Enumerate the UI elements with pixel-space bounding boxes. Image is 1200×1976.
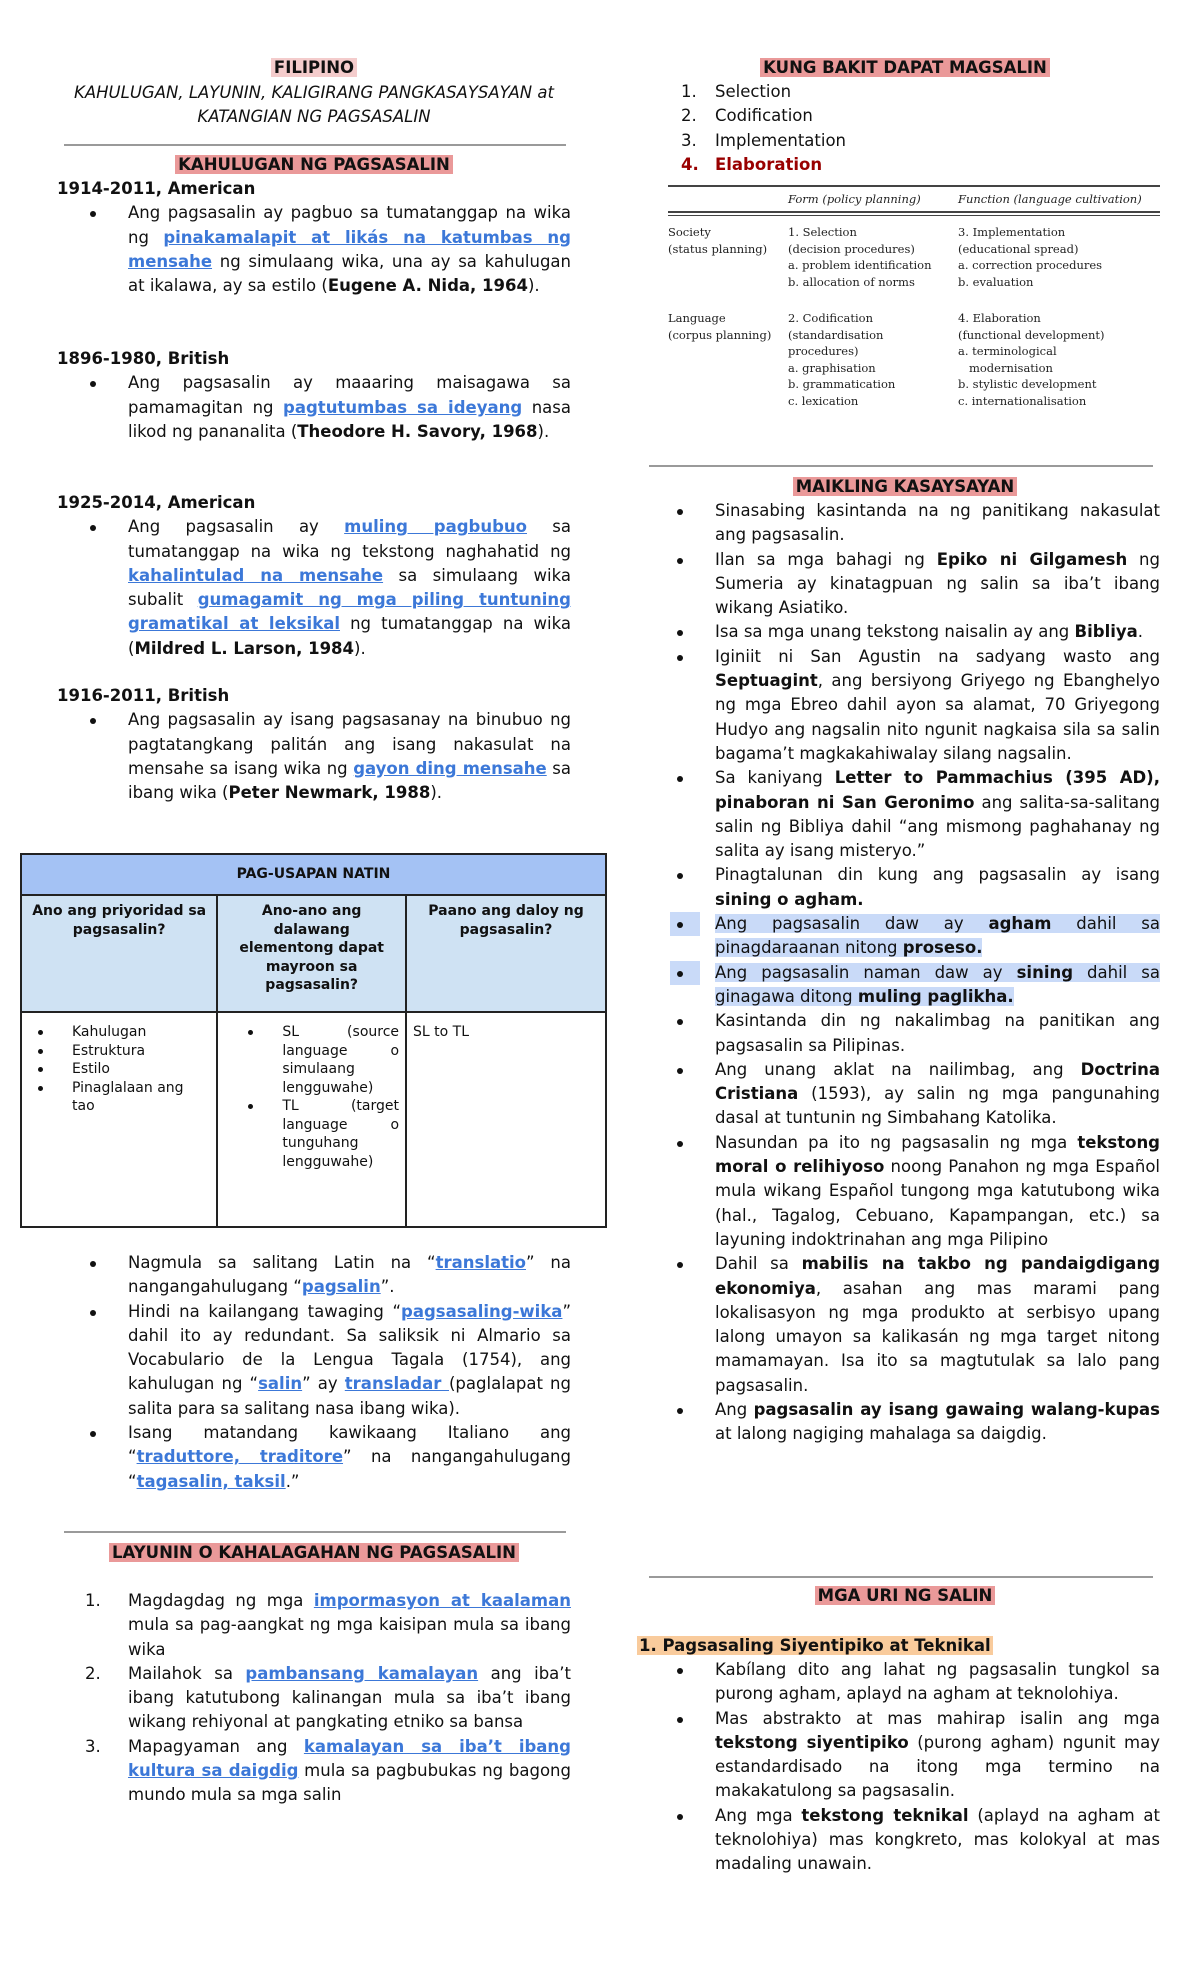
text-run: Ang mga: [715, 1805, 802, 1825]
definition-heading: 1925-2014, American: [57, 493, 256, 512]
cell-line: 2. Codification: [788, 311, 873, 325]
bold-text: Bibliya: [1074, 622, 1138, 642]
text-run: .: [1137, 622, 1144, 642]
subheading-siyentipiko: 1. Pagsasaling Siyentipiko at Teknikal: [639, 1636, 991, 1655]
text-run: Ang: [715, 1399, 754, 1419]
list-item: [681, 80, 1160, 104]
list-item: Estruktura: [72, 1042, 210, 1061]
bold-text: proseso.: [902, 938, 983, 958]
text-run: Ang pagsasalin ay: [128, 517, 345, 537]
list-item: Pinaglalaan ang tao: [72, 1079, 210, 1116]
table-cell: [217, 1012, 406, 1227]
text-run: ” na nangangahulugang “: [128, 1253, 571, 1297]
link-text[interactable]: tagasalin, taksil: [136, 1471, 286, 1491]
list-item: [128, 1251, 571, 1300]
cell-line: (functional development): [958, 327, 1105, 342]
text-run: ng simulaang wika, una ay sa kahulugan at ikalawa, ay sa estilo (: [128, 251, 571, 296]
history-item: [715, 961, 1160, 1010]
form-cell: [788, 310, 958, 409]
cell-line: modernisation: [958, 360, 1053, 375]
definition-text: [128, 201, 571, 298]
table-header-row: [668, 187, 1160, 212]
cell-line: (educational spread): [958, 241, 1079, 256]
etymology-list: [128, 1251, 571, 1494]
text-run: Ilan sa mga bahagi ng: [715, 549, 937, 569]
list-item: [715, 1658, 1160, 1707]
divider: [64, 1531, 566, 1533]
uri-list: [715, 1658, 1160, 1877]
text-run: Nasundan pa ito ng pagsasalin ng mga: [715, 1132, 1078, 1152]
text-run: ” na nangangahulugang “: [128, 1447, 571, 1491]
cell-line: a. graphisation: [788, 360, 876, 375]
text-run: dahil sa ginagawa ditong: [715, 962, 1160, 1006]
history-item: [715, 1252, 1160, 1398]
list-text: Codification: [715, 106, 813, 126]
definition-heading: 1914-2011, American: [57, 179, 256, 198]
history-list: [715, 499, 1160, 1447]
text-run: ” ay: [302, 1374, 345, 1394]
history-item: [715, 1398, 1160, 1447]
text-run: Isang matandang kawikaang Italiano ang “: [128, 1423, 571, 1467]
text-run: ).: [354, 638, 366, 658]
table-cell: [21, 1012, 217, 1227]
divider: [64, 144, 566, 146]
cell-line: c. lexication: [788, 393, 859, 408]
bold-text: sining: [1016, 962, 1074, 982]
bold-text: Peter Newmark, 1988: [228, 783, 431, 803]
link-text[interactable]: gumagamit ng mga piling tuntuning gramatikal at leksikal: [128, 590, 571, 634]
text-run: (purong agham) ngunit may estandardisado na itong mga termino na makakatulong sa pagsasalin.: [715, 1732, 1160, 1801]
list-number: 3.: [681, 130, 697, 150]
cell-line: (decision procedures): [788, 241, 915, 256]
history-item: [715, 1009, 1160, 1058]
section-heading-maikling-kasaysayan: MAIKLING KASAYSAYAN: [793, 477, 1017, 496]
bold-text: Doctrina Cristiana: [715, 1059, 1160, 1104]
section-heading-wrap: [650, 475, 1160, 499]
text-run: ).: [527, 276, 540, 296]
history-item: [715, 1131, 1160, 1252]
subtitle-line: KAHULUGAN, LAYUNIN, KALIGIRANG PANGKASAYSAYAN at: [74, 83, 554, 102]
row-label: [668, 224, 788, 290]
table-question: Paano ang daloy ng pagsasalin?: [406, 895, 606, 1012]
definition-text: [128, 515, 571, 661]
history-item: [715, 499, 1160, 548]
history-item: [715, 1058, 1160, 1131]
list-text: [128, 1591, 571, 1659]
header-cell: Form (policy planning): [788, 191, 921, 206]
text-run: sa tumatanggap na wika ng tekstong naghahatid ng: [128, 517, 572, 561]
row-label: [668, 310, 788, 409]
table-question: Ano ang priyoridad sa pagsasalin?: [21, 895, 217, 1012]
definition-text: [128, 371, 571, 444]
cell-line: (status planning): [668, 241, 768, 256]
document-title: FILIPINO: [271, 58, 357, 77]
text-run: Ang pagsasalin ay pagbuo sa tumatanggap na wika ng: [128, 203, 571, 247]
section-heading-wrap: [650, 56, 1160, 80]
text-run: sa simulaang wika subalit: [128, 565, 571, 610]
definition-heading: 1916-2011, British: [57, 686, 230, 705]
text-run: Mailahok sa: [128, 1663, 246, 1683]
bold-text: tekstong teknikal: [801, 1805, 969, 1825]
text-run: Ang pagsasalin naman daw ay: [715, 962, 1017, 982]
bold-text: Epiko ni Gilgamesh: [936, 549, 1128, 569]
definition-block: [57, 177, 571, 298]
table-row: [668, 224, 1160, 290]
text-run: ).: [537, 421, 550, 441]
text-run: noong Panahon ng mga Español mula wikang Español tungong mga katutubong wika (hal., Tagalog, Cebuano, Kapampangan, etc.) sa layuning indoktrinahan ang mga Pilipino: [715, 1157, 1160, 1249]
header-cell: [668, 191, 788, 208]
text-run: ang salita-sa-salitang salin ng Bibliya dahil “ang mismong paghahanay ng salita ay isang misteryo.”: [715, 792, 1160, 861]
text-run: Ang pagsasalin daw ay: [715, 914, 989, 934]
section-heading-wrap: [57, 153, 571, 177]
bold-text: Septuagint: [715, 671, 818, 691]
link-text[interactable]: kamalayan sa iba’t ibang kultura sa daigdig: [128, 1736, 571, 1781]
document-title-wrap: [57, 56, 571, 80]
list-text: [128, 1664, 571, 1732]
reasons-list: [681, 80, 1160, 177]
list-item: [681, 153, 1160, 177]
list-item: [715, 1804, 1160, 1877]
text-run: Kasintanda din ng nakalimbag na panitikan ang pagsasalin sa Pilipinas.: [715, 1011, 1160, 1055]
cell-line: c. internationalisation: [958, 393, 1087, 408]
bold-text: muling paglikha.: [857, 986, 1014, 1006]
section-heading-mga-uri: MGA URI NG SALIN: [815, 1586, 996, 1605]
text-run: dahil sa pinagdaraanan nitong: [715, 914, 1160, 958]
link-text[interactable]: impormasyon at kaalaman: [313, 1591, 571, 1610]
text-run: ).: [430, 783, 443, 803]
table-rule: [668, 211, 1160, 213]
text-run: , ang bersiyong Griyego ng Ebanghelyo ng mga Ebreo dahil ayon sa alamat, 70 Griyegong Hudyo ang nagsalin nito ngunit nagkaisa sila sa salin bagama’t magkakahiwalay silang nagsalin.: [715, 671, 1160, 763]
text-run: Hindi na kailangang tawaging “: [128, 1301, 402, 1321]
list-item: [85, 1589, 571, 1662]
table-question: Ano-ano ang dalawang elementong dapat mayroon sa pagsasalin?: [217, 895, 406, 1012]
list-number: 1.: [85, 1591, 101, 1610]
list-number: 2.: [85, 1663, 101, 1683]
list-item: [85, 1662, 571, 1735]
subheading-wrap: [637, 1634, 993, 1658]
definition-block: [57, 347, 571, 444]
text-run: sa ibang wika (: [128, 758, 572, 803]
link-text[interactable]: pagsasaling-wika: [401, 1301, 563, 1321]
link-text[interactable]: pambansang kamalayan: [245, 1663, 479, 1683]
definition-block: [57, 491, 571, 661]
list-text: Implementation: [715, 130, 847, 150]
list-item: [128, 1421, 571, 1494]
link-text[interactable]: translatio: [435, 1253, 526, 1272]
text-run: ang iba’t ibang katutubong kalinangan mula sa iba’t ibang wikang rehiyonal at pangkating etniko sa bansa: [128, 1663, 571, 1732]
header-cell: Function (language cultivation): [958, 191, 1142, 206]
layunin-list: [85, 1589, 571, 1808]
text-run: .”: [285, 1471, 300, 1491]
text-run: ”.: [380, 1277, 395, 1297]
history-item: [715, 766, 1160, 863]
list-text: Elaboration: [715, 154, 823, 174]
list-number: 4.: [681, 154, 699, 174]
text-run: (aplayd na agham at teknolohiya) mas kongkreto, mas kolokyal at mas madaling unawain.: [715, 1805, 1160, 1874]
link-text[interactable]: salin: [258, 1374, 303, 1394]
document-subtitle: [57, 81, 571, 130]
text-run: , asahan ang mas marami pang lokalisasyon ng mga produkto at serbisyo upang lalong umayon sa kalikasán ng mga target nitong mamamayan. Isa ito sa magtutulak sa lalo pang pagsasalin.: [715, 1278, 1160, 1395]
list-item: Estilo: [72, 1060, 210, 1079]
list-text: [128, 1737, 571, 1805]
text-run: ng tumatanggap na wika (: [128, 614, 571, 658]
cell-line: a. correction procedures: [958, 258, 1103, 272]
cell-line: Society: [668, 225, 711, 239]
list-item: TL (target language o tunguhang lengguwahe): [282, 1098, 400, 1170]
text-run: Mas abstrakto at mas mahirap isalin ang mga: [715, 1708, 1160, 1728]
bold-text: Eugene A. Nida, 1964: [327, 276, 528, 296]
list-item: [681, 129, 1160, 153]
text-run: ng Sumeria ay kinatagpuan ng salin sa iba’t ibang wikang Asiatiko.: [715, 549, 1160, 618]
bold-text: Mildred L. Larson, 1984: [134, 638, 355, 658]
section-heading-wrap: [57, 1541, 571, 1565]
divider: [649, 1576, 1153, 1578]
list-item: SL (source language o simulaang lengguwahe): [282, 1024, 400, 1096]
text-run: Nagmula sa salitang Latin na “: [128, 1253, 436, 1272]
text-run: (paglalapat ng salita para sa salitang nasa ibang wika).: [128, 1374, 571, 1418]
section-heading-layunin: LAYUNIN O KAHALAGAHAN NG PAGSASALIN: [109, 1543, 519, 1562]
cell-line: procedures): [788, 344, 859, 358]
cell-line: b. stylistic development: [958, 377, 1097, 391]
link-text[interactable]: kahalintulad na mensahe: [128, 565, 384, 585]
link-text[interactable]: gayon ding mensahe: [353, 758, 547, 778]
bold-text: agham: [988, 914, 1052, 934]
text-run: Ang pagsasalin ay isang pagsasanay na binubuo ng pagtatangkang palitán ang isang nakasulat na mensahe sa isang wika ng: [128, 710, 571, 778]
cell-line: b. evaluation: [958, 274, 1034, 289]
text-run: Magdagdag ng mga: [128, 1591, 314, 1610]
text-run: Iginiit ni San Agustin na sadyang wasto ang: [715, 646, 1160, 666]
form-cell: [788, 224, 958, 290]
list-item: [715, 1707, 1160, 1804]
divider: [649, 465, 1153, 467]
section-heading-kahulugan: KAHULUGAN NG PAGSASALIN: [175, 155, 453, 174]
text-run: Sinasabing kasintanda na ng panitikang nakasulat ang pagsasalin.: [715, 501, 1160, 545]
list-number: 3.: [85, 1736, 101, 1756]
table-cell: SL to TL: [406, 1012, 606, 1227]
link-text[interactable]: muling pagbubuo: [344, 517, 527, 537]
link-text[interactable]: traduttore, traditore: [136, 1447, 344, 1467]
cell-line: (corpus planning): [668, 327, 772, 342]
definition-block: [57, 684, 571, 805]
text-run: Sa kaniyang: [715, 768, 835, 788]
function-cell: [958, 310, 1158, 409]
list-item: [128, 1300, 571, 1421]
text-run: nasa likod ng pananalita (: [128, 397, 571, 441]
history-item: [715, 645, 1160, 766]
cell-line: b. grammatication: [788, 377, 896, 391]
section-heading-kung-bakit: KUNG BAKIT DAPAT MAGSALIN: [760, 58, 1050, 77]
bold-text: Letter to Pammachius (395 AD), pinaboran ni San Geronimo: [715, 768, 1160, 812]
text-run: ” dahil ito ay redundant. Sa saliksik ni Almario sa Vocabulario de la Lengua Tagala (1754), ang kahulugan ng “: [128, 1301, 571, 1394]
text-run: Kabílang dito ang lahat ng pagsasalin tungkol sa purong agham, aplayd na agham at teknolohiya.: [715, 1660, 1160, 1704]
list-item: [681, 104, 1160, 128]
cell-line: a. terminological: [958, 344, 1057, 358]
pag-usapan-table: [20, 853, 607, 1228]
cell-line: a. problem identification: [788, 258, 932, 272]
text-run: Dahil sa: [715, 1254, 802, 1274]
history-item: [715, 912, 1160, 961]
cell-line: 4. Elaboration: [958, 311, 1041, 325]
list-text: Selection: [715, 82, 792, 101]
bold-text: Theodore H. Savory, 1968: [297, 421, 538, 441]
list-number: 1.: [681, 82, 697, 101]
history-item: [715, 620, 1160, 644]
text-run: at lalong nagiging mahalaga sa daigdig.: [715, 1424, 1047, 1444]
history-item: [715, 548, 1160, 621]
cell-line: Language: [668, 311, 726, 325]
list-item: Kahulugan: [72, 1023, 210, 1042]
bold-text: tekstong moral o relihiyoso: [715, 1132, 1160, 1177]
section-heading-wrap: [650, 1584, 1160, 1608]
text-run: mula sa pag-aangkat ng mga kaisipan mula sa ibang wika: [128, 1615, 571, 1659]
link-text[interactable]: transladar: [344, 1374, 449, 1394]
bold-text: tekstong siyentipiko: [715, 1732, 909, 1752]
link-text[interactable]: pagtutumbas sa ideyang: [283, 397, 523, 417]
language-planning-table: [668, 185, 1160, 409]
definition-text: [128, 708, 571, 805]
cell-line: 1. Selection: [788, 225, 857, 239]
text-run: Mapagyaman ang: [128, 1736, 304, 1756]
text-run: Ang unang aklat na nailimbag, ang: [715, 1059, 1081, 1079]
history-item: [715, 863, 1160, 912]
text-run: (1593), ay salin ng mga pangunahing dasal at tuntunin ng Simbahang Katolika.: [715, 1084, 1160, 1128]
text-run: Isa sa mga unang tekstong naisalin ay ang: [715, 622, 1075, 642]
cell-line: (standardisation: [788, 327, 884, 342]
text-run: Ang pagsasalin ay maaaring maisagawa sa pamamagitan ng: [128, 373, 571, 417]
table-rule: [668, 215, 1160, 217]
subtitle-line: KATANGIAN NG PAGSASALIN: [197, 107, 431, 127]
text-run: Pinagtalunan din kung ang pagsasalin ay isang: [715, 865, 1160, 885]
table-title: PAG-USAPAN NATIN: [21, 854, 606, 895]
function-cell: [958, 224, 1158, 290]
cell-line: 3. Implementation: [958, 225, 1066, 239]
bold-text: sining o agham.: [715, 889, 864, 909]
table-row: [668, 310, 1160, 409]
list-number: 2.: [681, 106, 697, 126]
bold-text: mabilis na takbo ng pandaigdigang ekonomiya: [715, 1254, 1161, 1298]
bold-text: pagsasalin ay isang gawaing walang-kupas: [753, 1399, 1160, 1419]
cell-line: b. allocation of norms: [788, 274, 915, 289]
text-run: mula sa pagbubukas ng bagong mundo mula sa mga salin: [128, 1761, 571, 1805]
link-text[interactable]: pinakamalapit at likás na katumbas ng mensahe: [128, 227, 571, 271]
link-text[interactable]: pagsalin: [301, 1277, 381, 1297]
definition-heading: 1896-1980, British: [57, 349, 230, 368]
list-item: [85, 1735, 571, 1808]
